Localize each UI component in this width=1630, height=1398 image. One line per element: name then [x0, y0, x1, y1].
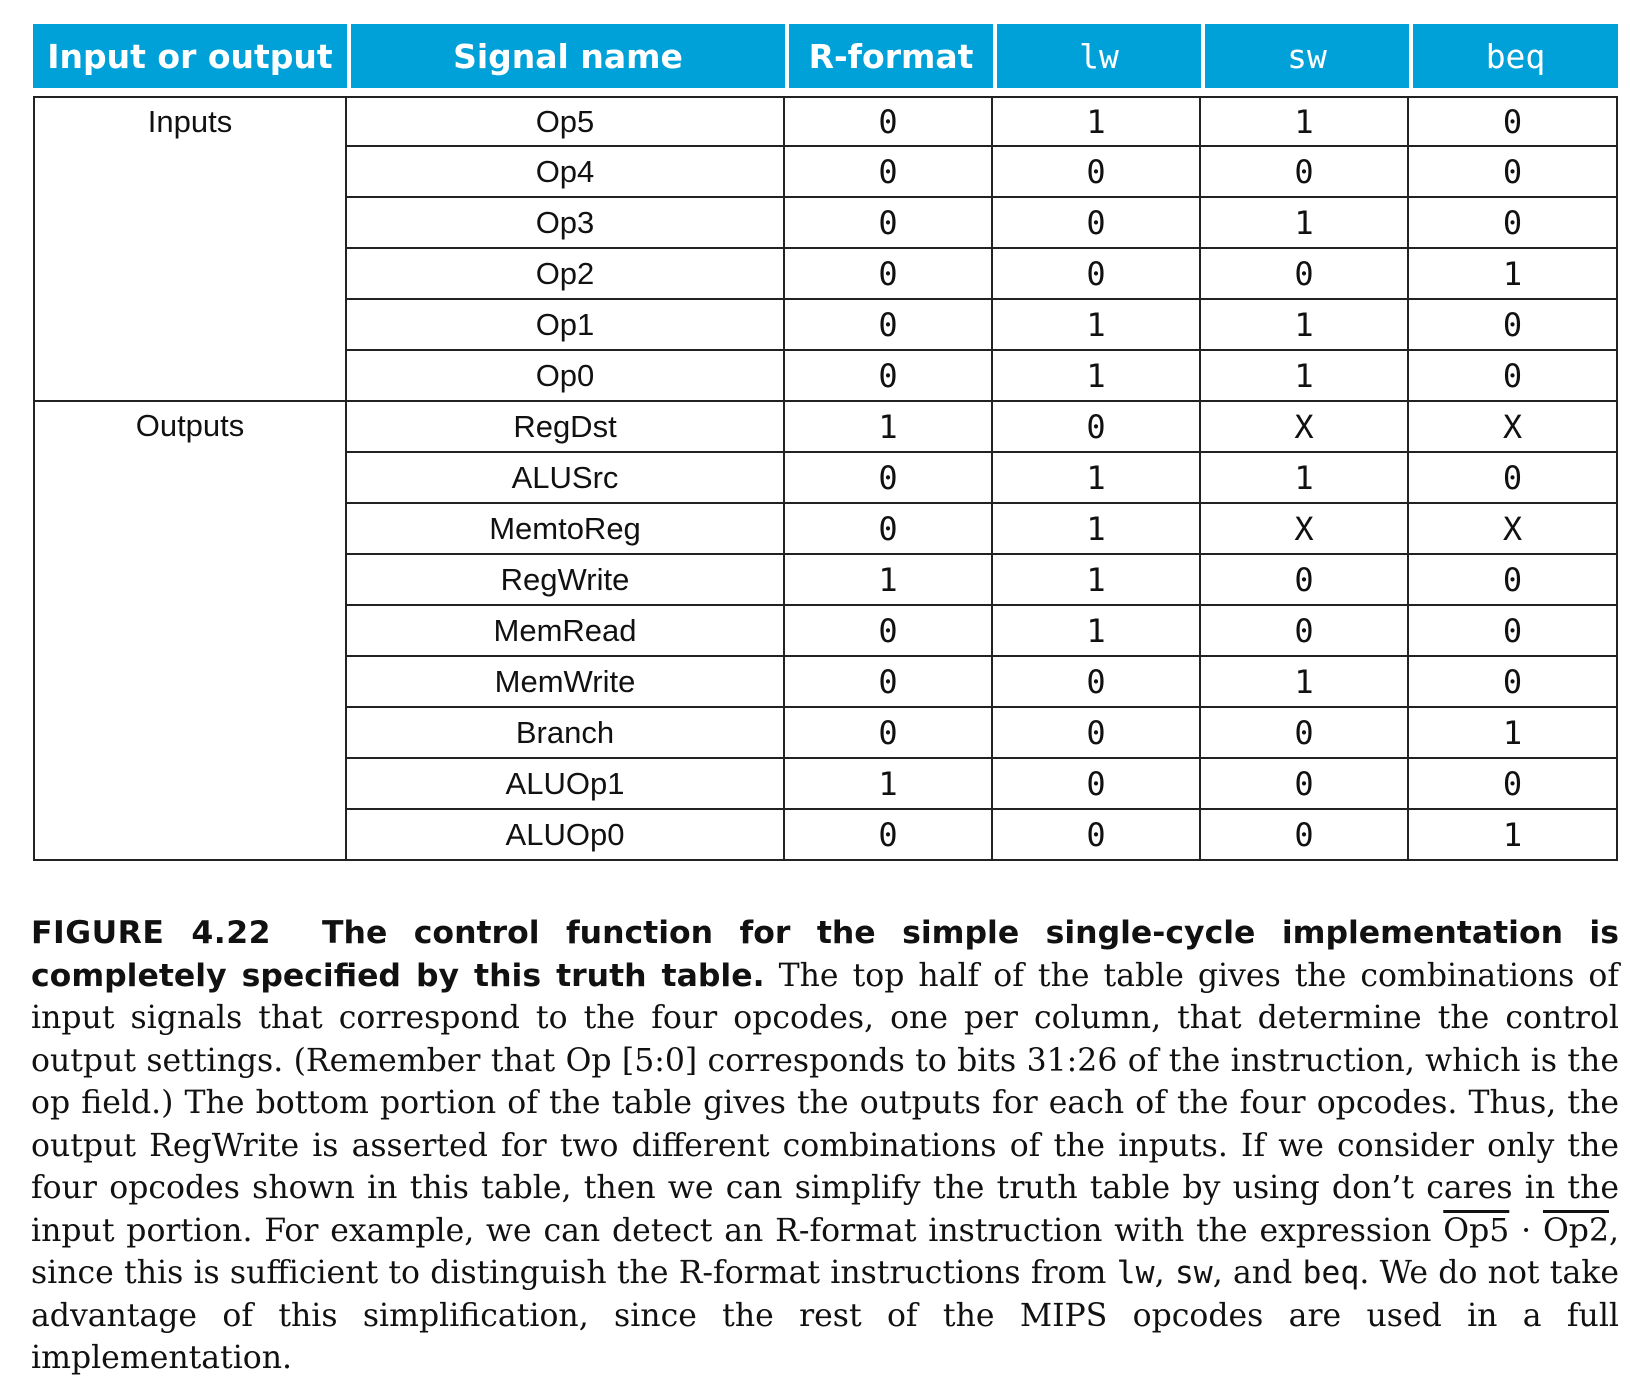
value-cell-lw: 0 [993, 249, 1201, 300]
value-cell-beq: 0 [1409, 657, 1618, 708]
header-sw: sw [1201, 24, 1409, 88]
value-cell-beq: 0 [1409, 300, 1618, 351]
value-cell-sw: 0 [1201, 147, 1409, 198]
value-cell-lw: 1 [993, 96, 1201, 147]
signal-name-cell: Op5 [347, 96, 785, 147]
value-cell-r-format: 0 [785, 96, 993, 147]
value-cell-beq: 0 [1409, 759, 1618, 810]
value-cell-lw: 1 [993, 300, 1201, 351]
signal-name-cell: Op1 [347, 300, 785, 351]
signal-name-cell: MemWrite [347, 657, 785, 708]
signal-name-cell: Op4 [347, 147, 785, 198]
signal-name-cell: ALUSrc [347, 453, 785, 504]
signal-name-cell: MemtoReg [347, 504, 785, 555]
value-cell-sw: 0 [1201, 606, 1409, 657]
value-cell-lw: 0 [993, 708, 1201, 759]
signal-name-cell: Op3 [347, 198, 785, 249]
group-label: Outputs [33, 402, 347, 861]
expr-op2-bar: Op2 [1542, 1212, 1609, 1249]
signal-name-cell: RegWrite [347, 555, 785, 606]
signal-name-cell: Branch [347, 708, 785, 759]
table-body [33, 96, 1618, 861]
value-cell-lw: 0 [993, 402, 1201, 453]
value-cell-r-format: 0 [785, 504, 993, 555]
value-cell-r-format: 0 [785, 147, 993, 198]
value-cell-sw: 1 [1201, 453, 1409, 504]
value-cell-beq: 0 [1409, 96, 1618, 147]
value-cell-beq: X [1409, 504, 1618, 555]
header-input-or-output: Input or output [33, 24, 347, 88]
signal-name-cell: MemRead [347, 606, 785, 657]
value-cell-lw: 1 [993, 555, 1201, 606]
value-cell-sw: 0 [1201, 249, 1409, 300]
caption-text-2: , since this is sufficient to distinguish the R-format instructions from [31, 1212, 1619, 1291]
table-row [33, 402, 1618, 453]
caption-text: The top half of the table gives the combinations of input signals that correspond to the four opcodes, one per column, that determine the control output settings. (Remember that Op [5:0] corresponds to bits 31:26 of the instruction, which is the op field.) The bottom portion of the table gives the outputs for each of the four opcodes. Thus, the output RegWrite is asserted for two different combinations of the inputs. If we consider only the four opcodes shown in this table, then we can simplify the truth table by using don’t cares in the input portion. For example, we can detect an R-format instruction with the expression [31, 957, 1619, 1249]
value-cell-lw: 0 [993, 759, 1201, 810]
value-cell-beq: 1 [1409, 708, 1618, 759]
value-cell-sw: 0 [1201, 810, 1409, 861]
table-row [33, 96, 1618, 147]
value-cell-r-format: 1 [785, 759, 993, 810]
group-label: Inputs [33, 96, 347, 402]
value-cell-sw: X [1201, 504, 1409, 555]
value-cell-r-format: 0 [785, 300, 993, 351]
separator-1: , [1154, 1255, 1165, 1291]
value-cell-beq: 1 [1409, 810, 1618, 861]
code-lw: lw [1116, 1255, 1155, 1291]
value-cell-sw: 0 [1201, 708, 1409, 759]
value-cell-lw: 0 [993, 198, 1201, 249]
value-cell-sw: 1 [1201, 351, 1409, 402]
value-cell-r-format: 0 [785, 249, 993, 300]
value-cell-r-format: 0 [785, 453, 993, 504]
separator-2: , and [1212, 1255, 1293, 1291]
header-beq: beq [1409, 24, 1618, 88]
truth-table-container [33, 24, 1618, 861]
value-cell-beq: 0 [1409, 198, 1618, 249]
header-signal-name: Signal name [347, 24, 785, 88]
signal-name-cell: ALUOp0 [347, 810, 785, 861]
value-cell-r-format: 0 [785, 657, 993, 708]
value-cell-sw: 0 [1201, 759, 1409, 810]
value-cell-r-format: 1 [785, 555, 993, 606]
value-cell-lw: 1 [993, 453, 1201, 504]
value-cell-sw: 1 [1201, 198, 1409, 249]
truth-table [33, 24, 1618, 861]
value-cell-beq: 0 [1409, 147, 1618, 198]
figure-title: The control function for the simple single-cycle implementation is completely specified by this truth table. [31, 915, 1619, 994]
value-cell-r-format: 0 [785, 606, 993, 657]
header-r-format: R-format [785, 24, 993, 88]
value-cell-sw: 1 [1201, 96, 1409, 147]
value-cell-lw: 0 [993, 147, 1201, 198]
value-cell-lw: 1 [993, 504, 1201, 555]
value-cell-beq: 0 [1409, 351, 1618, 402]
value-cell-sw: 1 [1201, 657, 1409, 708]
value-cell-r-format: 0 [785, 708, 993, 759]
value-cell-sw: 0 [1201, 555, 1409, 606]
header-lw: lw [993, 24, 1201, 88]
value-cell-beq: 1 [1409, 249, 1618, 300]
value-cell-beq: X [1409, 402, 1618, 453]
value-cell-r-format: 0 [785, 351, 993, 402]
expr-and-dot: · [1521, 1212, 1532, 1249]
value-cell-lw: 0 [993, 810, 1201, 861]
signal-name-cell: ALUOp1 [347, 759, 785, 810]
figure-label: FIGURE 4.22 [31, 915, 272, 951]
signal-name-cell: RegDst [347, 402, 785, 453]
code-beq: beq [1302, 1255, 1360, 1291]
value-cell-beq: 0 [1409, 453, 1618, 504]
value-cell-r-format: 0 [785, 198, 993, 249]
value-cell-beq: 0 [1409, 555, 1618, 606]
signal-name-cell: Op2 [347, 249, 785, 300]
value-cell-lw: 1 [993, 606, 1201, 657]
value-cell-r-format: 0 [785, 810, 993, 861]
caption-text-3: . We do not take advantage of this simplification, since the rest of the MIPS opcodes are used in a full implementation. [31, 1255, 1619, 1376]
value-cell-lw: 0 [993, 657, 1201, 708]
signal-name-cell: Op0 [347, 351, 785, 402]
value-cell-r-format: 1 [785, 402, 993, 453]
value-cell-sw: X [1201, 402, 1409, 453]
code-sw: sw [1174, 1255, 1213, 1291]
value-cell-sw: 1 [1201, 300, 1409, 351]
value-cell-lw: 1 [993, 351, 1201, 402]
figure-caption [31, 912, 1619, 1380]
value-cell-beq: 0 [1409, 606, 1618, 657]
header-row [33, 24, 1618, 88]
expr-op5-bar: Op5 [1443, 1212, 1510, 1249]
